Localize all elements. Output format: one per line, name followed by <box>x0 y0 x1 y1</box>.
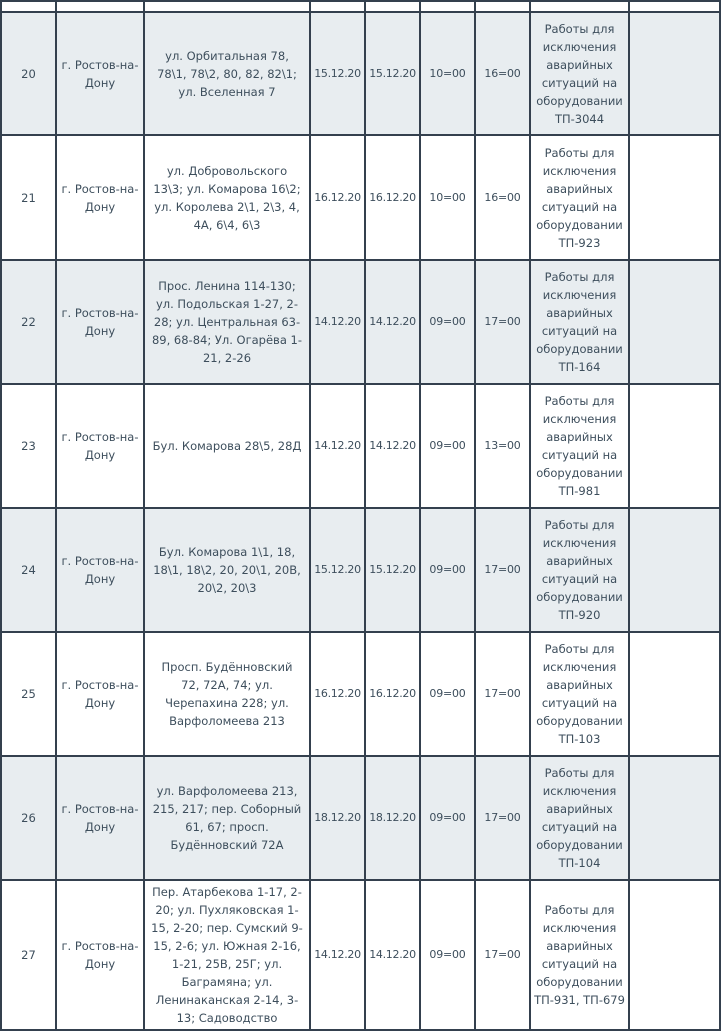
city-cell: г. Ростов-на-Дону <box>56 260 144 384</box>
city-cell <box>56 1 144 12</box>
end-time-cell: 17=00 <box>475 880 530 1030</box>
row-number: 26 <box>1 756 56 880</box>
end-date-cell: 16.12.20 <box>365 135 420 260</box>
note-cell <box>629 756 720 880</box>
end-time-cell: 17=00 <box>475 756 530 880</box>
address-cell: Бул. Комарова 28\5, 28Д <box>144 384 310 508</box>
start-date-cell: 14.12.20 <box>310 384 365 508</box>
work-description-cell: Работы для исключения аварийных ситуаций на оборудовании ТП-3044 <box>530 12 629 135</box>
table-row <box>1 1 720 12</box>
city-cell: г. Ростов-на-Дону <box>56 508 144 632</box>
end-date-cell <box>365 1 420 12</box>
end-date-cell: 18.12.20 <box>365 756 420 880</box>
end-time-cell: 16=00 <box>475 135 530 260</box>
end-time-cell <box>475 1 530 12</box>
table-body <box>1 1 720 1030</box>
work-description-cell: Работы для исключения аварийных ситуаций на оборудовании ТП-103 <box>530 632 629 756</box>
address-cell: Пер. Атарбекова 1-17, 2-20; ул. Пухляковская 1-15, 2-20; пер. Сумский 9-15, 2-6; ул. Южная 2-16, 1-21, 25В, 25Г; ул. Баграмяна; ул. Ленинаканская 2-14, 3-13; Садоводство <box>144 880 310 1030</box>
work-description-cell: Работы для исключения аварийных ситуаций на оборудовании ТП-923 <box>530 135 629 260</box>
note-cell <box>629 880 720 1030</box>
table-row <box>1 12 720 135</box>
start-date-cell: 16.12.20 <box>310 632 365 756</box>
end-time-cell: 13=00 <box>475 384 530 508</box>
row-number: 23 <box>1 384 56 508</box>
start-time-cell: 09=00 <box>420 260 475 384</box>
row-number: 21 <box>1 135 56 260</box>
note-cell <box>629 260 720 384</box>
note-cell <box>629 1 720 12</box>
work-description-cell: Работы для исключения аварийных ситуаций на оборудовании ТП-104 <box>530 756 629 880</box>
end-date-cell: 14.12.20 <box>365 880 420 1030</box>
start-time-cell <box>420 1 475 12</box>
table-row <box>1 384 720 508</box>
address-cell: ул. Варфоломеева 213, 215, 217; пер. Соборный 61, 67; просп. Будённовский 72А <box>144 756 310 880</box>
table-row <box>1 756 720 880</box>
start-time-cell: 10=00 <box>420 12 475 135</box>
work-description-cell: Работы для исключения аварийных ситуаций на оборудовании ТП-981 <box>530 384 629 508</box>
note-cell <box>629 632 720 756</box>
address-cell: ул. Добровольского 13\3; ул. Комарова 16\2; ул. Королева 2\1, 2\3, 4, 4А, 6\4, 6\3 <box>144 135 310 260</box>
address-cell <box>144 1 310 12</box>
start-date-cell: 16.12.20 <box>310 135 365 260</box>
address-cell: Просп. Будённовский 72, 72А, 74; ул. Черепахина 228; ул. Варфоломеева 213 <box>144 632 310 756</box>
start-date-cell: 14.12.20 <box>310 880 365 1030</box>
address-cell: Прос. Ленина 114-130; ул. Подольская 1-27, 2-28; ул. Центральная 63-89, 68-84; Ул. Огарёва 1-21, 2-26 <box>144 260 310 384</box>
start-time-cell: 09=00 <box>420 880 475 1030</box>
row-number: 27 <box>1 880 56 1030</box>
city-cell: г. Ростов-на-Дону <box>56 135 144 260</box>
table-row <box>1 260 720 384</box>
table-row <box>1 632 720 756</box>
end-date-cell: 14.12.20 <box>365 384 420 508</box>
address-cell: Бул. Комарова 1\1, 18, 18\1, 18\2, 20, 20\1, 20В, 20\2, 20\3 <box>144 508 310 632</box>
start-date-cell: 18.12.20 <box>310 756 365 880</box>
start-time-cell: 09=00 <box>420 756 475 880</box>
city-cell: г. Ростов-на-Дону <box>56 632 144 756</box>
row-number <box>1 1 56 12</box>
row-number: 20 <box>1 12 56 135</box>
city-cell: г. Ростов-на-Дону <box>56 384 144 508</box>
work-description-cell: Работы для исключения аварийных ситуаций на оборудовании ТП-164 <box>530 260 629 384</box>
table-row <box>1 508 720 632</box>
end-date-cell: 15.12.20 <box>365 12 420 135</box>
table-row <box>1 135 720 260</box>
work-description-cell <box>530 1 629 12</box>
note-cell <box>629 384 720 508</box>
end-time-cell: 17=00 <box>475 508 530 632</box>
row-number: 24 <box>1 508 56 632</box>
end-date-cell: 16.12.20 <box>365 632 420 756</box>
start-time-cell: 09=00 <box>420 384 475 508</box>
start-date-cell: 15.12.20 <box>310 508 365 632</box>
start-time-cell: 09=00 <box>420 508 475 632</box>
start-time-cell: 10=00 <box>420 135 475 260</box>
end-date-cell: 14.12.20 <box>365 260 420 384</box>
row-number: 22 <box>1 260 56 384</box>
end-time-cell: 17=00 <box>475 632 530 756</box>
address-cell: ул. Орбитальная 78, 78\1, 78\2, 80, 82, 82\1; ул. Вселенная 7 <box>144 12 310 135</box>
note-cell <box>629 508 720 632</box>
end-time-cell: 17=00 <box>475 260 530 384</box>
end-date-cell: 15.12.20 <box>365 508 420 632</box>
row-number: 25 <box>1 632 56 756</box>
city-cell: г. Ростов-на-Дону <box>56 880 144 1030</box>
note-cell <box>629 12 720 135</box>
start-time-cell: 09=00 <box>420 632 475 756</box>
start-date-cell <box>310 1 365 12</box>
table-row <box>1 880 720 1030</box>
work-description-cell: Работы для исключения аварийных ситуаций на оборудовании ТП-931, ТП-679 <box>530 880 629 1030</box>
city-cell: г. Ростов-на-Дону <box>56 12 144 135</box>
start-date-cell: 15.12.20 <box>310 12 365 135</box>
city-cell: г. Ростов-на-Дону <box>56 756 144 880</box>
note-cell <box>629 135 720 260</box>
start-date-cell: 14.12.20 <box>310 260 365 384</box>
work-description-cell: Работы для исключения аварийных ситуаций на оборудовании ТП-920 <box>530 508 629 632</box>
end-time-cell: 16=00 <box>475 12 530 135</box>
